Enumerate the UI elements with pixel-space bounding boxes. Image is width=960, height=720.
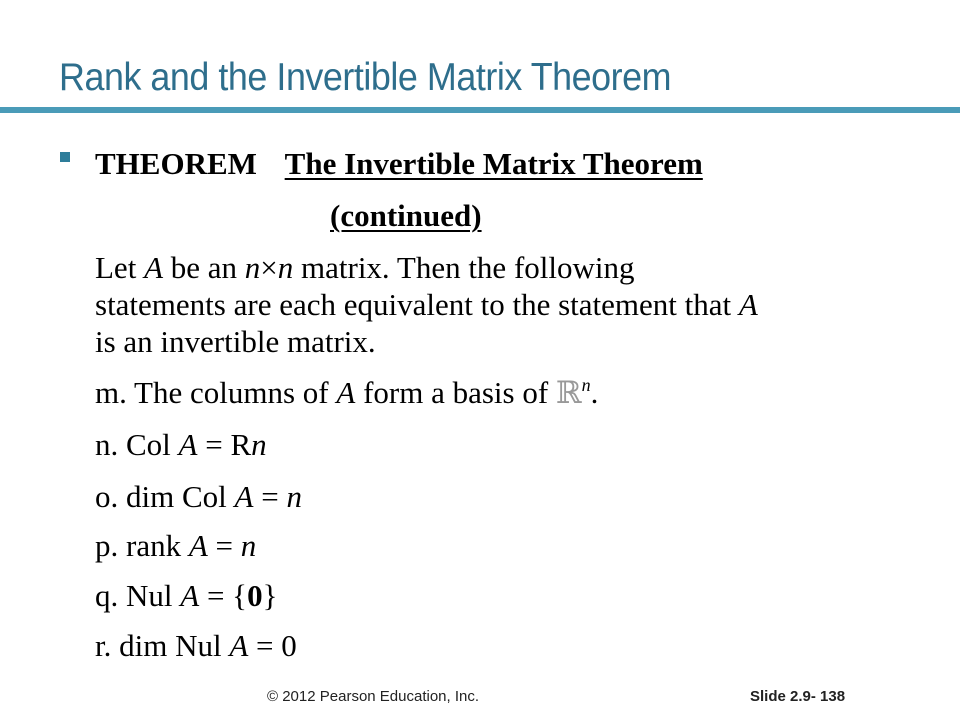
- intro-line-3: is an invertible matrix.: [95, 324, 376, 359]
- title-divider: [0, 107, 960, 113]
- item-o: o. dim Col A = n: [95, 479, 302, 514]
- theorem-name: The Invertible Matrix Theorem: [284, 146, 703, 181]
- square-bullet-icon: [60, 152, 70, 162]
- item-n: n. Col A = Rn: [95, 427, 267, 462]
- intro-line-1: Let A be an n×n matrix. Then the following: [95, 250, 635, 285]
- footer-slide-number: Slide 2.9- 138: [750, 688, 846, 705]
- item-q: q. Nul A = {0}: [95, 578, 278, 613]
- item-p: p. rank A = n: [95, 528, 257, 563]
- footer-copyright: © 2012 Pearson Education, Inc.: [267, 688, 480, 705]
- theorem-label: THEOREM: [95, 146, 257, 181]
- item-m: m. The columns of A form a basis of ℝ$^n$.: [95, 375, 599, 411]
- theorem-continued: (continued): [330, 198, 482, 233]
- slide-title: Rank and the Invertible Matrix Theorem: [59, 56, 672, 99]
- theorem-heading: [95, 146, 703, 182]
- intro-line-2: statements are each equivalent to the statement that A: [95, 287, 758, 322]
- item-r: r. dim Nul A = 0: [95, 628, 297, 663]
